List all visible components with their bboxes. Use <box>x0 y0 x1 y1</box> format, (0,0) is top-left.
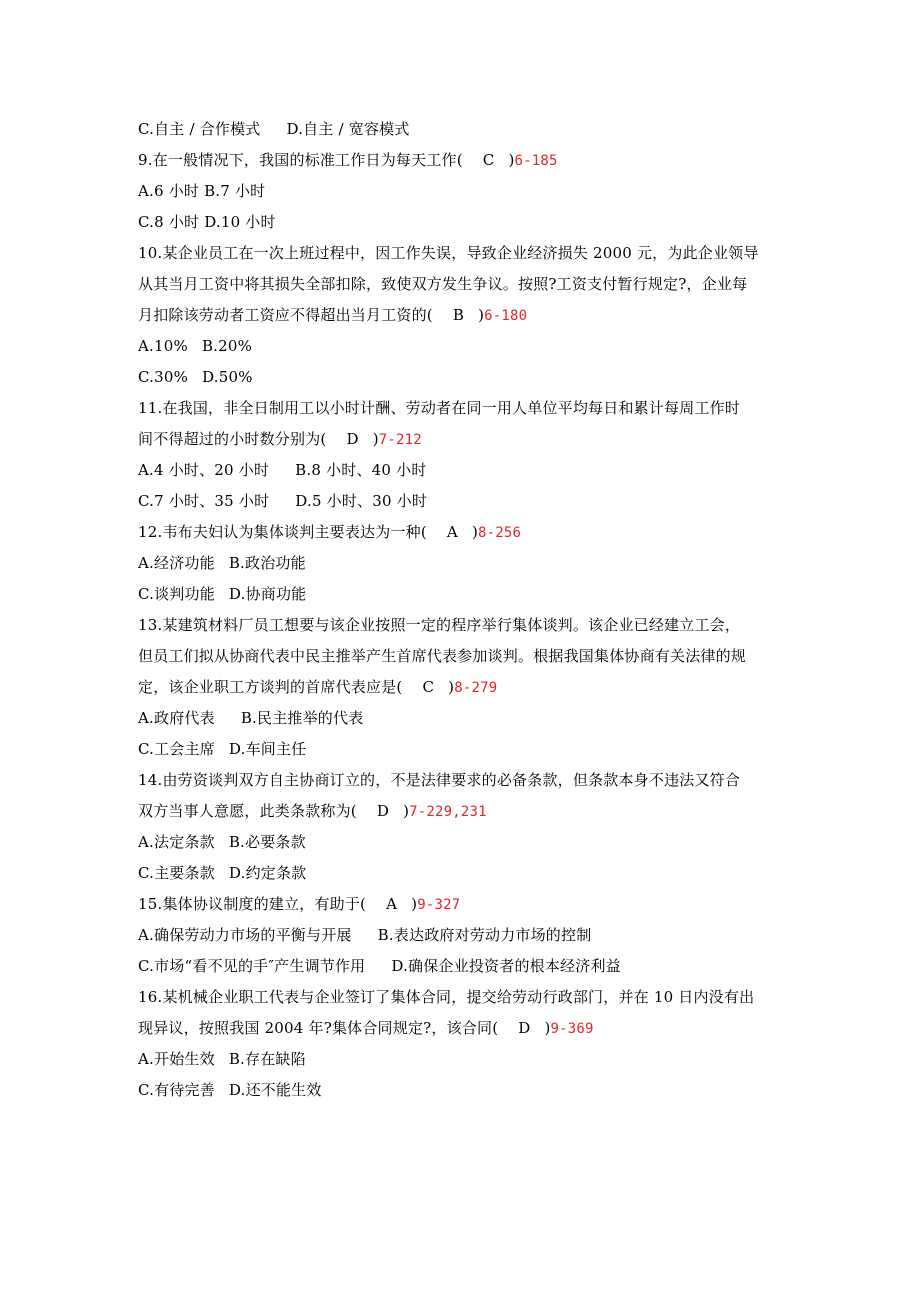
question-text: 定，该企业职工方谈判的首席代表应是( <box>138 678 403 696</box>
page-reference: 6-180 <box>484 308 528 324</box>
question-stem-line <box>138 145 788 176</box>
answer-letter: D <box>346 430 359 448</box>
question-text: 现异议，按照我国 2004 年?集体合同规定?，该合同( <box>138 1019 499 1037</box>
option-text: D.自主 / 宽容模式 <box>286 120 410 138</box>
answer-letter: A <box>386 895 398 913</box>
question-stem-line <box>138 1013 788 1044</box>
option-text: A.政府代表 <box>138 709 215 727</box>
answer-letter: C <box>482 151 495 169</box>
options-line <box>138 1044 788 1075</box>
text-line <box>138 393 788 424</box>
answer-close-paren: ) <box>544 1019 551 1037</box>
option-text: A.4 小时、20 小时 <box>138 461 270 479</box>
question-text: 月扣除该劳动者工资应不得超出当月工资的( <box>138 306 433 324</box>
options-line <box>138 951 788 982</box>
option-text: A.开始生效 <box>138 1050 215 1068</box>
answer-letter: C <box>422 678 435 696</box>
options-line <box>138 827 788 858</box>
answer-close-paren: ) <box>372 430 379 448</box>
option-text: B.政治功能 <box>228 554 306 572</box>
options-line <box>138 114 788 145</box>
option-text: C.30% <box>138 368 189 386</box>
option-text: C.7 小时、35 小时 <box>138 492 270 510</box>
question-text: 12.韦布夫妇认为集体谈判主要表达为一种( <box>138 523 427 541</box>
question-text: 间不得超过的小时数分别为( <box>138 430 327 448</box>
options-line <box>138 703 788 734</box>
option-text: A.经济功能 <box>138 554 215 572</box>
question-stem-line <box>138 672 788 703</box>
option-text: C.主要条款 <box>138 864 215 882</box>
line-text: C.8 小时 D.10 小时 <box>138 213 276 231</box>
text-line <box>138 207 788 238</box>
option-text: D.协商功能 <box>228 585 307 603</box>
options-line <box>138 362 788 393</box>
option-text: C.自主 / 合作模式 <box>138 120 261 138</box>
options-line <box>138 858 788 889</box>
text-line <box>138 641 788 672</box>
answer-close-paren: ) <box>448 678 455 696</box>
line-text: 10.某企业员工在一次上班过程中，因工作失误，导致企业经济损失 2000 元，为此企业领导 <box>138 244 759 262</box>
line-text: 16.某机械企业职工代表与企业签订了集体合同，提交给劳动行政部门，并在 10 日内没有出 <box>138 988 755 1006</box>
question-text: 双方当事人意愿，此类条款称为( <box>138 802 357 820</box>
page-reference: 7-229,231 <box>409 804 487 820</box>
option-text: B.8 小时、40 小时 <box>295 461 427 479</box>
option-text: B.民主推举的代表 <box>240 709 364 727</box>
answer-letter: D <box>376 802 390 820</box>
answer-close-paren: ) <box>478 306 485 324</box>
question-stem-line <box>138 424 788 455</box>
line-text: 从其当月工资中将其损失全部扣除，致使双方发生争议。按照?工资支付暂行规定?，企业每 <box>138 275 748 293</box>
answer-close-paren: ) <box>403 802 410 820</box>
question-stem-line <box>138 517 788 548</box>
text-line <box>138 610 788 641</box>
answer-letter: A <box>446 523 458 541</box>
page-reference: 9-369 <box>550 1021 594 1037</box>
options-line <box>138 579 788 610</box>
line-text: 13.某建筑材料厂员工想要与该企业按照一定的程序举行集体谈判。该企业已经建立工会， <box>138 616 741 634</box>
options-line <box>138 331 788 362</box>
answer-close-paren: ) <box>411 895 418 913</box>
line-text: 但员工们拟从协商代表中民主推举产生首席代表参加谈判。根据我国集体协商有关法律的规 <box>138 647 747 665</box>
text-line <box>138 238 788 269</box>
line-text: 11.在我国，非全日制用工以小时计酬、劳动者在同一用人单位平均每日和累计每周工作时 <box>138 399 741 417</box>
text-line <box>138 765 788 796</box>
page-reference: 8-279 <box>454 680 498 696</box>
option-text: B.20% <box>201 337 253 355</box>
answer-close-paren: ) <box>471 523 479 541</box>
option-text: B.存在缺陷 <box>228 1050 306 1068</box>
question-text: 9.在一般情况下，我国的标准工作日为每天工作( <box>138 151 463 169</box>
question-stem-line <box>138 300 788 331</box>
option-text: D.确保企业投资者的根本经济利益 <box>391 957 621 975</box>
page-reference: 9-327 <box>417 897 461 913</box>
options-line <box>138 920 788 951</box>
text-line <box>138 982 788 1013</box>
answer-letter: D <box>518 1019 531 1037</box>
options-line <box>138 1075 788 1106</box>
line-text: 14.由劳资谈判双方自主协商订立的，不是法律要求的必备条款，但条款本身不违法又符合 <box>138 771 741 789</box>
page-reference: 7-212 <box>378 432 422 448</box>
question-stem-line <box>138 889 788 920</box>
text-line <box>138 176 788 207</box>
option-text: A.确保劳动力市场的平衡与开展 <box>138 926 352 944</box>
option-text: A.法定条款 <box>138 833 215 851</box>
option-text: C.工会主席 <box>138 740 215 758</box>
page-reference: 8-256 <box>478 525 522 541</box>
options-line <box>138 455 788 486</box>
option-text: D.还不能生效 <box>228 1081 322 1099</box>
question-list <box>138 114 788 1106</box>
option-text: B.必要条款 <box>228 833 306 851</box>
option-text: A.10% <box>138 337 188 355</box>
question-text: 15.集体协议制度的建立，有助于( <box>138 895 367 913</box>
option-text: D.车间主任 <box>228 740 307 758</box>
answer-letter: B <box>452 306 465 324</box>
options-line <box>138 486 788 517</box>
options-line <box>138 734 788 765</box>
option-text: C.谈判功能 <box>138 585 215 603</box>
option-text: D.5 小时、30 小时 <box>295 492 428 510</box>
line-text: A.6 小时 B.7 小时 <box>138 182 266 200</box>
option-text: B.表达政府对劳动力市场的控制 <box>377 926 592 944</box>
option-text: C.有待完善 <box>138 1081 215 1099</box>
options-line <box>138 548 788 579</box>
answer-close-paren: ) <box>508 151 515 169</box>
option-text: D.50% <box>202 368 253 386</box>
question-stem-line <box>138 796 788 827</box>
option-text: C.市场“看不见的手″产生调节作用 <box>138 957 366 975</box>
page-reference: 6-185 <box>514 153 558 169</box>
option-text: D.约定条款 <box>228 864 307 882</box>
text-line <box>138 269 788 300</box>
